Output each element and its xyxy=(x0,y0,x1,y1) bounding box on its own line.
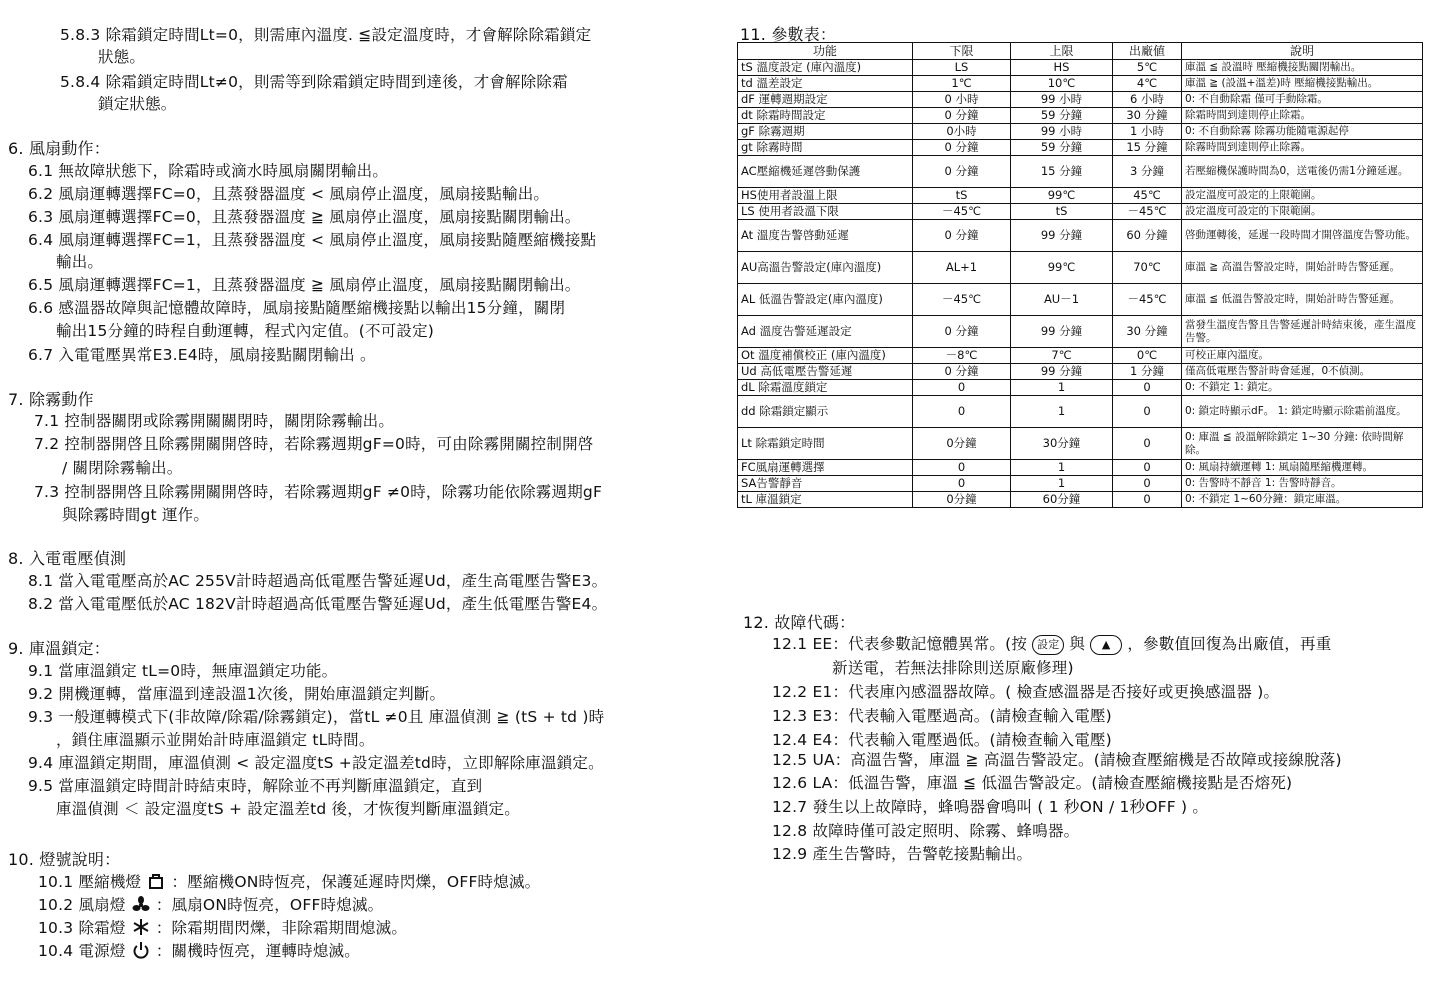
up-key-icon: ▲ xyxy=(1090,635,1122,655)
cell-default: 0 xyxy=(1113,396,1182,428)
cell-max: 99 小時 xyxy=(1011,124,1113,140)
s12-item-5: 12.5 UA：高溫告警，庫溫 ≧ 高溫告警設定。(請檢查壓縮機是否故障或接線脫落) xyxy=(772,751,1342,769)
cell-function: AC壓縮機延遲啓動保護 xyxy=(738,156,913,188)
cell-max: 1 xyxy=(1011,380,1113,396)
table-row xyxy=(738,220,1423,252)
s6-item-7: 6.7 入電電壓異常E3.E4時，風扇接點關閉輸出 。 xyxy=(28,346,376,364)
table-row xyxy=(738,156,1423,188)
s10-item-3 xyxy=(38,916,407,940)
table-row xyxy=(738,140,1423,156)
compressor-icon xyxy=(147,872,165,894)
table-row xyxy=(738,348,1423,364)
s10-item-1-text: ：壓縮機ON時恆亮，保護延遲時閃爍，OFF時熄滅。 xyxy=(171,873,541,891)
cell-min: 0分鐘 xyxy=(913,428,1011,460)
cell-min: 1℃ xyxy=(913,76,1011,92)
cell-description: 庫溫 ≦ 低溫告警設定時，開始計時告警延遲。 xyxy=(1182,284,1423,316)
s9-item-2: 9.2 開機運轉，當庫溫到達設溫1次後，開始庫溫鎖定判斷。 xyxy=(28,685,446,703)
s583-line2: 狀態。 xyxy=(98,48,146,66)
s12-item-1b: 新送電，若無法排除則送原廠修理) xyxy=(832,659,1074,677)
cell-function: HS使用者設溫上限 xyxy=(738,188,913,204)
header-function: 功能 xyxy=(738,43,913,60)
cell-function: dt 除霜時間設定 xyxy=(738,108,913,124)
s12-item-6: 12.6 LA：低溫告警，庫溫 ≦ 低溫告警設定。(請檢查壓縮機接點是否熔死) xyxy=(772,774,1293,792)
cell-min: 0 分鐘 xyxy=(913,140,1011,156)
table-row xyxy=(738,92,1423,108)
s6-item-6a: 6.6 感溫器故障與記憶體故障時，風扇接點隨壓縮機接點以輸出15分鐘，關閉 xyxy=(28,299,566,317)
s6-item-6b: 輸出15分鐘的時程自動運轉，程式內定值。(不可設定) xyxy=(56,322,435,340)
cell-max: 99 分鐘 xyxy=(1011,316,1113,348)
s10-item-2 xyxy=(38,893,383,917)
table-row xyxy=(738,476,1423,492)
cell-default: 60 分鐘 xyxy=(1113,220,1182,252)
cell-min: tS xyxy=(913,188,1011,204)
cell-max: 99℃ xyxy=(1011,252,1113,284)
s12-item-9: 12.9 產生告警時，告警乾接點輸出。 xyxy=(772,845,1033,863)
cell-max: 99 小時 xyxy=(1011,92,1113,108)
s10-item-4-text: ：關機時恆亮，運轉時熄滅。 xyxy=(155,942,360,960)
cell-function: td 溫差設定 xyxy=(738,76,913,92)
s9-item-5b: 庫溫偵測 ＜ 設定溫度tS + 設定溫差td 後，才恢復判斷庫溫鎖定。 xyxy=(56,800,520,818)
table-row xyxy=(738,316,1423,348)
cell-default: 5℃ xyxy=(1113,60,1182,76)
cell-description: 0: 風扇持續運轉 1: 風扇隨壓縮機運轉。 xyxy=(1182,460,1423,476)
s6-item-3: 6.3 風扇運轉選擇FC=0，且蒸發器溫度 ≧ 風扇停止溫度，風扇接點關閉輸出。 xyxy=(28,208,581,226)
cell-function: FC風扇運轉選擇 xyxy=(738,460,913,476)
cell-max: 59 分鐘 xyxy=(1011,108,1113,124)
cell-max: 60分鐘 xyxy=(1011,492,1113,508)
s6-item-4a: 6.4 風扇運轉選擇FC=1，且蒸發器溫度 < 風扇停止溫度，風扇接點隨壓縮機接點 xyxy=(28,231,597,249)
cell-description: 可校正庫內溫度。 xyxy=(1182,348,1423,364)
cell-max: tS xyxy=(1011,204,1113,220)
cell-default: 0 xyxy=(1113,380,1182,396)
s6-item-1: 6.1 無故障狀態下，除霜時或滴水時風扇關閉輸出。 xyxy=(28,162,389,180)
s10-item-4 xyxy=(38,939,360,963)
s12-item-4: 12.4 E4：代表輸入電壓過低。(請檢查輸入電壓) xyxy=(772,731,1112,749)
cell-default: 0 xyxy=(1113,476,1182,492)
s10-item-3-text: ：除霜期間閃爍，非除霜期間熄滅。 xyxy=(155,919,408,937)
cell-function: gF 除霧週期 xyxy=(738,124,913,140)
s9-item-3b: ，鎖住庫溫顯示並開始計時庫溫鎖定 tL時間。 xyxy=(56,731,375,749)
table-row xyxy=(738,124,1423,140)
cell-function: SA告警靜音 xyxy=(738,476,913,492)
cell-description: 0: 不自動除霧 除霧功能隨電源起停 xyxy=(1182,124,1423,140)
cell-description: 除霜時間到達則停止除霜。 xyxy=(1182,108,1423,124)
cell-function: tL 庫溫鎖定 xyxy=(738,492,913,508)
section-7-title: 7. 除霧動作 xyxy=(8,390,94,409)
cell-max: 10℃ xyxy=(1011,76,1113,92)
cell-max: 7℃ xyxy=(1011,348,1113,364)
cell-description: 0: 鎖定時顯示dF。 1: 鎖定時顯示除霜前溫度。 xyxy=(1182,396,1423,428)
s10-item-1-label: 10.1 壓縮機燈 xyxy=(38,873,142,891)
s10-item-4-label: 10.4 電源燈 xyxy=(38,942,126,960)
cell-function: Ot 溫度補償校正 (庫內溫度) xyxy=(738,348,913,364)
cell-min: 0 小時 xyxy=(913,92,1011,108)
table-row xyxy=(738,396,1423,428)
section-11-title: 11. 參數表： xyxy=(740,25,837,44)
cell-max: AU－1 xyxy=(1011,284,1113,316)
cell-min: 0 xyxy=(913,396,1011,428)
cell-function: LS 使用者設溫下限 xyxy=(738,204,913,220)
cell-description: 庫溫 ≧ (設溫+溫差)時 壓縮機接點輸出。 xyxy=(1182,76,1423,92)
cell-default: 1 分鐘 xyxy=(1113,364,1182,380)
table-row xyxy=(738,364,1423,380)
s584-line1: 5.8.4 除霜鎖定時間Lt≠0，則需等到除霜鎖定時間到達後，才會解除除霜 xyxy=(60,73,568,91)
cell-min: 0小時 xyxy=(913,124,1011,140)
table-row xyxy=(738,460,1423,476)
cell-min: 0 分鐘 xyxy=(913,220,1011,252)
s7-item-3a: 7.3 控制器開啓且除霧開關開啓時，若除霧週期gF ≠0時，除霧功能依除霧週期gF xyxy=(34,483,603,501)
s6-item-2: 6.2 風扇運轉選擇FC=0，且蒸發器溫度 < 風扇停止溫度，風扇接點輸出。 xyxy=(28,185,550,203)
cell-description: 設定溫度可設定的下限範圍。 xyxy=(1182,204,1423,220)
cell-function: dL 除霜溫度鎖定 xyxy=(738,380,913,396)
s7-item-2b: / 關閉除霧輸出。 xyxy=(62,459,183,477)
table-row xyxy=(738,188,1423,204)
section-10-title: 10. 燈號說明： xyxy=(8,850,121,869)
s7-item-1: 7.1 控制器關閉或除霧開關關閉時，關閉除霧輸出。 xyxy=(34,412,395,430)
set-key-icon: 設定 xyxy=(1032,635,1064,655)
cell-min: 0分鐘 xyxy=(913,492,1011,508)
cell-default: 70℃ xyxy=(1113,252,1182,284)
cell-max: 99℃ xyxy=(1011,188,1113,204)
cell-default: 6 小時 xyxy=(1113,92,1182,108)
table-row xyxy=(738,428,1423,460)
cell-function: At 溫度告警啓動延遲 xyxy=(738,220,913,252)
cell-min: 0 xyxy=(913,476,1011,492)
s12-item-1-text-b: 與 xyxy=(1069,635,1086,653)
cell-function: Ud 高低電壓告警延遲 xyxy=(738,364,913,380)
cell-min: 0 分鐘 xyxy=(913,316,1011,348)
cell-max: 30分鐘 xyxy=(1011,428,1113,460)
s12-item-2: 12.2 E1：代表庫內感溫器故障。( 檢查感溫器是否接好或更換感溫器 )。 xyxy=(772,683,1280,701)
table-row xyxy=(738,380,1423,396)
cell-min: 0 xyxy=(913,380,1011,396)
table-header-row xyxy=(738,43,1423,60)
cell-description: 若壓縮機保護時間為0，送電後仍需1分鐘延遲。 xyxy=(1182,156,1423,188)
cell-max: 99 分鐘 xyxy=(1011,364,1113,380)
cell-description: 當發生溫度告警且告警延遲計時結束後，產生溫度告警。 xyxy=(1182,316,1423,348)
snowflake-icon xyxy=(132,918,150,940)
cell-min: 0 分鐘 xyxy=(913,108,1011,124)
section-8-title: 8. 入電電壓偵測 xyxy=(8,549,127,568)
cell-function: Lt 除霜鎖定時間 xyxy=(738,428,913,460)
table-row xyxy=(738,76,1423,92)
cell-description: 僅高低電壓告警計時會延遲，0不偵測。 xyxy=(1182,364,1423,380)
table-row xyxy=(738,252,1423,284)
cell-description: 啓動運轉後，延遲一段時間才開啓溫度告警功能。 xyxy=(1182,220,1423,252)
cell-description: 0: 不鎖定 1~60分鐘：鎖定庫溫。 xyxy=(1182,492,1423,508)
cell-max: 1 xyxy=(1011,460,1113,476)
cell-description: 庫溫 ≧ 高溫告警設定時，開始計時告警延遲。 xyxy=(1182,252,1423,284)
cell-max: 59 分鐘 xyxy=(1011,140,1113,156)
table-row xyxy=(738,284,1423,316)
cell-function: Ad 溫度告警延遲設定 xyxy=(738,316,913,348)
section-6-title: 6. 風扇動作： xyxy=(8,139,110,158)
header-min: 下限 xyxy=(913,43,1011,60)
cell-default: 0℃ xyxy=(1113,348,1182,364)
s12-item-8: 12.8 故障時僅可設定照明、除霧、蜂鳴器。 xyxy=(772,822,1080,840)
section-9-title: 9. 庫溫鎖定： xyxy=(8,639,110,658)
s12-item-1-text-a: 12.1 EE：代表參數記憶體異常。(按 xyxy=(772,635,1028,653)
cell-default: 30 分鐘 xyxy=(1113,316,1182,348)
cell-function: AU高溫告警設定(庫內溫度) xyxy=(738,252,913,284)
cell-function: dF 運轉週期設定 xyxy=(738,92,913,108)
table-row xyxy=(738,492,1423,508)
s9-item-1: 9.1 當庫溫鎖定 tL=0時，無庫溫鎖定功能。 xyxy=(28,662,338,680)
s583-line1: 5.8.3 除霜鎖定時間Lt=0，則需庫內溫度. ≦設定溫度時，才會解除除霜鎖定 xyxy=(60,26,592,44)
cell-min: AL+1 xyxy=(913,252,1011,284)
cell-max: 15 分鐘 xyxy=(1011,156,1113,188)
s7-item-3b: 與除霧時間gt 運作。 xyxy=(62,506,210,524)
cell-function: dd 除霜鎖定顯示 xyxy=(738,396,913,428)
table-row xyxy=(738,108,1423,124)
cell-description: 設定溫度可設定的上限範圍。 xyxy=(1182,188,1423,204)
cell-description: 0: 庫溫 ≦ 設溫解除鎖定 1~30 分鐘: 依時間解除。 xyxy=(1182,428,1423,460)
cell-function: tS 溫度設定 (庫內溫度) xyxy=(738,60,913,76)
cell-default: 1 小時 xyxy=(1113,124,1182,140)
s10-item-1 xyxy=(38,870,540,894)
header-max: 上限 xyxy=(1011,43,1113,60)
s12-item-3: 12.3 E3：代表輸入電壓過高。(請檢查輸入電壓) xyxy=(772,707,1112,725)
section-12-title: 12. 故障代碼： xyxy=(743,613,856,632)
s7-item-2a: 7.2 控制器開啓且除霧開關開啓時，若除霧週期gF=0時，可由除霧開關控制開啓 xyxy=(34,435,594,453)
s12-item-7: 12.7 發生以上故障時，蜂鳴器會鳴叫 ( 1 秒ON / 1秒OFF ) 。 xyxy=(772,798,1209,816)
cell-min: 0 分鐘 xyxy=(913,156,1011,188)
header-description: 說明 xyxy=(1182,43,1423,60)
cell-function: AL 低溫告警設定(庫內溫度) xyxy=(738,284,913,316)
cell-default: 0 xyxy=(1113,460,1182,476)
s9-item-5a: 9.5 當庫溫鎖定時間計時結束時，解除並不再判斷庫溫鎖定，直到 xyxy=(28,777,483,795)
cell-default: －45℃ xyxy=(1113,204,1182,220)
s12-item-1-text-c: ，參數值回復為出廠值，再重 xyxy=(1127,635,1332,653)
s9-item-3a: 9.3 一般運轉模式下(非故障/除霜/除霧鎖定)，當tL ≠0且 庫溫偵測 ≧ (tS + td )時 xyxy=(28,708,605,726)
power-icon xyxy=(132,941,150,963)
cell-default: 30 分鐘 xyxy=(1113,108,1182,124)
s6-item-5: 6.5 風扇運轉選擇FC=1，且蒸發器溫度 ≧ 風扇停止溫度，風扇接點關閉輸出。 xyxy=(28,276,581,294)
cell-description: 0: 不自動除霜 僅可手動除霜。 xyxy=(1182,92,1423,108)
cell-min: －45℃ xyxy=(913,284,1011,316)
cell-default: 4℃ xyxy=(1113,76,1182,92)
parameter-table xyxy=(737,42,1423,508)
fan-icon xyxy=(132,895,150,917)
cell-max: HS xyxy=(1011,60,1113,76)
cell-default: 0 xyxy=(1113,428,1182,460)
cell-max: 1 xyxy=(1011,476,1113,492)
s6-item-4b: 輸出。 xyxy=(56,253,104,271)
table-row xyxy=(738,60,1423,76)
cell-min: LS xyxy=(913,60,1011,76)
cell-default: 45℃ xyxy=(1113,188,1182,204)
cell-description: 0: 告警時不靜音 1: 告警時靜音。 xyxy=(1182,476,1423,492)
cell-max: 1 xyxy=(1011,396,1113,428)
cell-description: 0: 不鎖定 1: 鎖定。 xyxy=(1182,380,1423,396)
cell-function: gt 除霧時間 xyxy=(738,140,913,156)
header-default: 出廠値 xyxy=(1113,43,1182,60)
s10-item-2-label: 10.2 風扇燈 xyxy=(38,896,126,914)
s8-item-1: 8.1 當入電電壓高於AC 255V計時超過高低電壓告警延遲Ud，產生高電壓告警E3。 xyxy=(28,572,608,590)
table-row xyxy=(738,204,1423,220)
s10-item-2-text: ：風扇ON時恆亮，OFF時熄滅。 xyxy=(155,896,384,914)
s8-item-2: 8.2 當入電電壓低於AC 182V計時超過高低電壓告警延遲Ud，產生低電壓告警E4。 xyxy=(28,595,608,613)
s9-item-4: 9.4 庫溫鎖定期間，庫溫偵測 < 設定溫度tS +設定溫差td時，立即解除庫溫鎖定。 xyxy=(28,754,604,772)
cell-default: 15 分鐘 xyxy=(1113,140,1182,156)
cell-min: 0 xyxy=(913,460,1011,476)
cell-max: 99 分鐘 xyxy=(1011,220,1113,252)
cell-default: 0 xyxy=(1113,492,1182,508)
cell-min: －45℃ xyxy=(913,204,1011,220)
cell-default: －45℃ xyxy=(1113,284,1182,316)
s584-line2: 鎖定狀態。 xyxy=(98,95,177,113)
cell-min: －8℃ xyxy=(913,348,1011,364)
cell-description: 除霧時間到達則停止除霧。 xyxy=(1182,140,1423,156)
s12-item-1a xyxy=(772,632,1331,655)
cell-description: 庫溫 ≦ 設溫時 壓縮機接點關閉輸出。 xyxy=(1182,60,1423,76)
s10-item-3-label: 10.3 除霜燈 xyxy=(38,919,126,937)
cell-min: 0 分鐘 xyxy=(913,364,1011,380)
cell-default: 3 分鐘 xyxy=(1113,156,1182,188)
